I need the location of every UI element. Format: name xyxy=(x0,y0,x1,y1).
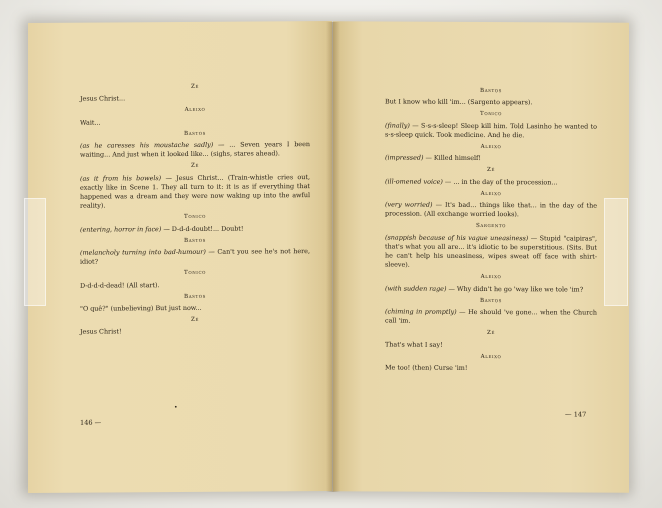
dialogue-text: That's what I say! xyxy=(385,340,443,349)
stage-direction: (entering, horror in face) xyxy=(80,224,162,234)
dialogue-text: Jesus Christ! xyxy=(80,327,122,337)
stage-direction: (melancholy turning into bad-humour) xyxy=(80,247,206,257)
dialogue-line xyxy=(80,117,310,128)
dialogue-line xyxy=(385,284,597,294)
speaker-name: Bastos xyxy=(183,130,207,137)
stage-direction: (snappish because of his vague uneasiness) xyxy=(385,233,529,242)
speaker-name: Tonico xyxy=(183,214,207,221)
dialogue-text: D-d-d-d-dead! (All start). xyxy=(80,280,160,290)
stage-direction: (as it from his bowels) xyxy=(80,173,162,183)
speaker-name: Zé xyxy=(486,167,495,174)
speaker-name: Aleixo xyxy=(184,107,206,114)
book-spine xyxy=(326,22,340,492)
dialogue-line xyxy=(385,98,597,108)
speaker-name: Aleixo xyxy=(480,274,502,281)
dialogue-line xyxy=(80,247,310,267)
stage-direction: (with sudden rage) xyxy=(385,284,447,293)
dialogue-text: — D-d-d-doubt!... Doubt! xyxy=(161,224,244,233)
dialogue-line xyxy=(385,177,597,187)
speaker-name: Zé xyxy=(190,317,199,324)
speaker-name: Tonico xyxy=(479,111,503,118)
speaker-name: Zé xyxy=(190,83,199,90)
dialogue-text: — Stupid "caipiras", that's what you all are... it's idiotic to be superstitious. (Sits. But he can't help his uneasiness, wipes sweat off face with shirt-sleeve). xyxy=(385,233,597,269)
speaker-name: Aleixo xyxy=(480,190,502,197)
dialogue-line xyxy=(80,224,310,235)
dialogue-line xyxy=(80,327,310,338)
right-page xyxy=(333,21,629,493)
page-mark: • xyxy=(174,404,178,412)
dialogue-line xyxy=(385,121,597,141)
right-page-number: — 147 xyxy=(565,410,587,419)
stage-direction: (chiming in promptly) xyxy=(385,307,457,316)
stage-direction: (finally) xyxy=(385,121,410,130)
speaker-name: Tonico xyxy=(183,270,207,277)
right-page-text xyxy=(385,83,597,376)
left-page xyxy=(28,21,332,493)
stage-direction: (impressed) xyxy=(385,153,424,162)
speaker-name: Aleixo xyxy=(480,144,502,151)
dialogue-line xyxy=(385,154,597,164)
right-tape-strip xyxy=(604,198,628,306)
dialogue-text: — He should 've gone... when the Church call 'im. xyxy=(385,307,597,325)
dialogue-text: "O quê?" (unbelieving) But just now... xyxy=(80,303,202,313)
dialogue-line xyxy=(80,93,310,104)
dialogue-line xyxy=(385,308,597,328)
dialogue-text: — Can't you see he's not here, idiot? xyxy=(80,247,310,266)
dialogue-line xyxy=(385,201,597,221)
speaker-name: Zé xyxy=(486,330,495,337)
dialogue-line xyxy=(80,140,310,160)
speaker-name: Bastos xyxy=(183,293,207,300)
dialogue-text: — S-s-s-sleep! Sleep kill him. Told Lasinho he wanted to s-s-sleep quick. Took medicine. And he die. xyxy=(385,121,597,140)
stage-direction: (ill-omened voice) xyxy=(385,177,443,186)
speaker-name: Bastos xyxy=(479,297,503,304)
speaker-name: Bastos xyxy=(479,87,503,95)
dialogue-text: — Jesus Christ... (Train-whistle cries out, exactly like in Scene 1. They all turn to it: it is as if everything that happened was a dream and they were now waking up into the awful reality). xyxy=(80,172,310,210)
speaker-name: Zé xyxy=(190,163,199,170)
dialogue-text: Wait... xyxy=(80,118,101,127)
dialogue-text: — It's bad... things like that... in the day of the procession. (All exchange worried looks). xyxy=(385,200,597,219)
speaker-name: Bastos xyxy=(183,237,207,244)
dialogue-text: — ... Seven years I been waiting... And just when it looked like... (sighs, stares ahead). xyxy=(80,140,310,159)
dialogue-text: Jesus Christ... xyxy=(80,94,126,103)
stage-direction: (very worried) xyxy=(385,200,433,209)
dialogue-line xyxy=(80,303,310,314)
dialogue-line xyxy=(385,364,597,374)
speaker-name: Aleixo xyxy=(480,353,502,360)
dialogue-line xyxy=(385,340,597,350)
left-page-number: 146 — xyxy=(80,418,102,427)
left-tape-strip xyxy=(24,198,46,306)
dialogue-text: — Killed himself! xyxy=(423,153,481,163)
dialogue-line xyxy=(385,233,597,271)
dialogue-line xyxy=(80,280,310,291)
speaker-name: Sargento xyxy=(475,223,507,230)
left-page-text xyxy=(80,79,310,340)
stage-direction: (as he caresses his moustache sadly) xyxy=(80,140,214,150)
dialogue-text: But I know who kill 'im... (Sargento appears). xyxy=(385,97,533,107)
dialogue-line xyxy=(80,173,310,211)
dialogue-text: Me too! (then) Curse 'im! xyxy=(385,363,468,373)
dialogue-text: — ... in the day of the procession... xyxy=(442,177,558,187)
dialogue-text: — Why didn't he go 'way like we tole 'im? xyxy=(446,284,584,294)
